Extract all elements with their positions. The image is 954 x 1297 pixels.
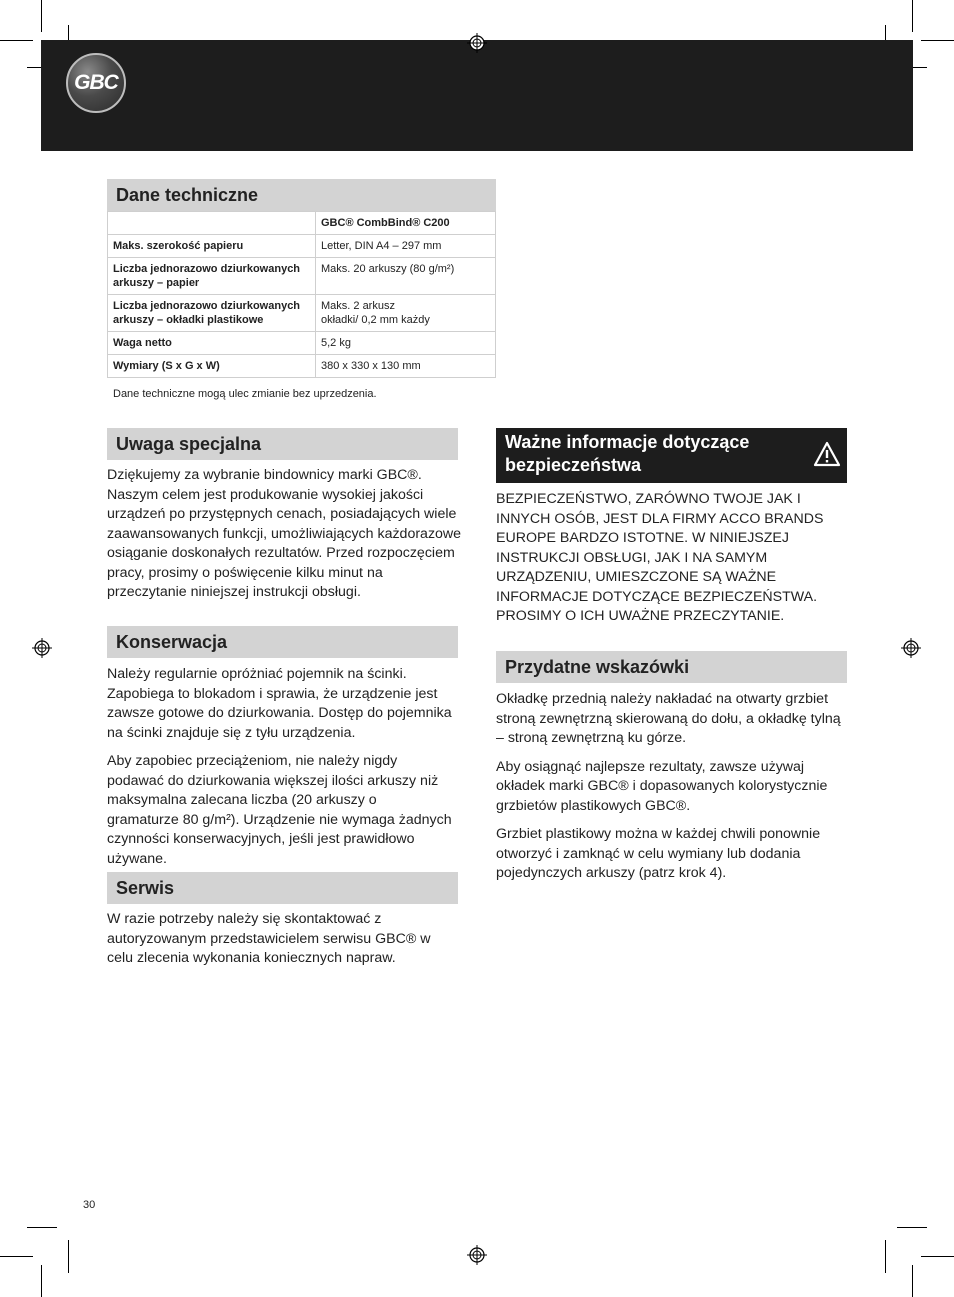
registration-mark-icon [467, 33, 487, 53]
table-row [108, 332, 496, 355]
paragraph: BEZPIECZEŃSTWO, ZARÓWNO TWOJE JAK I INNYCH OSÓB, JEST DLA FIRMY ACCO BRANDS EUROPE BARDZO ISTOTNE. W NINIEJSZEJ INSTRUKCJI OBSŁUGI, JAK I NA SAMYM URZĄDZENIU, UMIESZCZONE SĄ WAŻNE INFORMACJE DOTYCZĄCE BEZPIECZEŃSTWA. PROSIMY O ICH UWAŻNE PRZECZYTANIE. [496, 491, 824, 624]
crop-mark [27, 1227, 57, 1228]
special-note-text [107, 466, 463, 612]
spec-value: Maks. 2 arkusz okładki/ 0,2 mm każdy [316, 295, 496, 332]
paragraph: Należy regularnie opróżniać pojemnik na ścinki. Zapobiega to blokadom i sprawia, że urządzenie jest zawsze gotowe do dziurkowania. Dostęp do pojemnika na ścinki znajduje się z tyłu urządzenia. [107, 666, 452, 741]
paragraph: Aby osiągnąć najlepsze rezultaty, zawsze używaj okładek marki GBC® i dopasowanych kolorystycznie grzbietów plastikowych GBC®. [496, 758, 828, 814]
table-row [108, 295, 496, 332]
specs-note: Dane techniczne mogą ulec zmianie bez uprzedzenia. [113, 388, 377, 400]
maintenance-text [107, 665, 452, 878]
paragraph: Grzbiet plastikowy można w każdej chwili ponownie otworzyć i zamknąć w celu wymiany lub dodania pojedynczych arkuszy (patrz krok 4). [496, 826, 821, 881]
crop-mark [912, 1265, 913, 1297]
safety-heading [496, 428, 847, 483]
crop-mark [912, 0, 913, 32]
spec-value: Letter, DIN A4 – 297 mm [316, 235, 496, 258]
crop-mark [41, 1265, 42, 1297]
spec-value: Maks. 20 arkuszy (80 g/m²) [316, 258, 496, 295]
registration-mark-icon [901, 638, 921, 658]
logo-text: GBC [74, 71, 118, 94]
crop-mark [0, 1256, 33, 1257]
service-text [107, 910, 455, 978]
tips-text [496, 690, 851, 893]
gbc-logo [66, 53, 126, 113]
maintenance-heading: Konserwacja [107, 626, 458, 658]
paragraph: Aby zapobiec przeciążeniom, nie należy nigdy podawać do dziurkowania większej ilości arkuszy niż maksymalna zalecana liczba (20 arkuszy o gramaturze 80 g/m²). Urządzenie nie wymaga żadnych czynności konserwacyjnych, jeśli jest prawidłowo używane. [107, 753, 452, 867]
spec-value: 5,2 kg [316, 332, 496, 355]
crop-mark [0, 40, 33, 41]
spec-column-header: GBC® CombBind® C200 [316, 212, 496, 235]
crop-mark [41, 0, 42, 32]
table-row [108, 235, 496, 258]
spec-value: 380 x 330 x 130 mm [316, 355, 496, 378]
crop-mark [68, 1240, 69, 1273]
technical-data [107, 179, 496, 378]
crop-mark [921, 1256, 954, 1257]
paragraph: W razie potrzeby należy się skontaktować z autoryzowanym przedstawicielem serwisu GBC® w celu zlecenia wykonania koniecznych napraw. [107, 911, 431, 966]
paragraph: Dziękujemy za wybranie bindownicy marki GBC®. Naszym celem jest produkowanie wysokiej jakości urządzeń po przystępnych cenach, posiadających wiele zaawansowanych funkcji, umożliwiających każdorazowe osiąganie doskonałych rezultatów. Przed rozpoczęciem pracy, prosimy o poświęcenie kilku minut na przeczytanie niniejszej instrukcji obsługi. [107, 467, 462, 600]
spec-label: Liczba jednorazowo dziurkowanych arkuszy – papier [108, 258, 316, 295]
registration-mark-icon [32, 638, 52, 658]
table-row [108, 258, 496, 295]
technical-data-title: Dane techniczne [107, 179, 496, 211]
special-note-heading: Uwaga specjalna [107, 428, 458, 460]
service-heading: Serwis [107, 872, 458, 904]
spec-label: Waga netto [108, 332, 316, 355]
crop-mark [921, 40, 954, 41]
safety-text [496, 490, 826, 636]
registration-mark-icon [467, 1245, 487, 1265]
page-number: 30 [83, 1199, 96, 1211]
spec-table [107, 211, 496, 378]
table-row [108, 212, 496, 235]
tips-heading: Przydatne wskazówki [496, 651, 847, 683]
spec-label: Liczba jednorazowo dziurkowanych arkuszy – okładki plastikowe [108, 295, 316, 332]
header-band [41, 40, 913, 151]
crop-mark [885, 1240, 886, 1273]
crop-mark [897, 1227, 927, 1228]
table-cell [108, 212, 316, 235]
table-row [108, 355, 496, 378]
warning-triangle-icon [813, 441, 841, 467]
safety-heading-text: Ważne informacje dotyczące bezpieczeństwa [505, 432, 750, 475]
spec-label: Maks. szerokość papieru [108, 235, 316, 258]
paragraph: Okładkę przednią należy nakładać na otwarty grzbiet stroną zewnętrzną skierowaną do dołu, a okładkę tylną – stroną zewnętrzną ku górze. [496, 691, 841, 746]
spec-label: Wymiary (S x G x W) [108, 355, 316, 378]
